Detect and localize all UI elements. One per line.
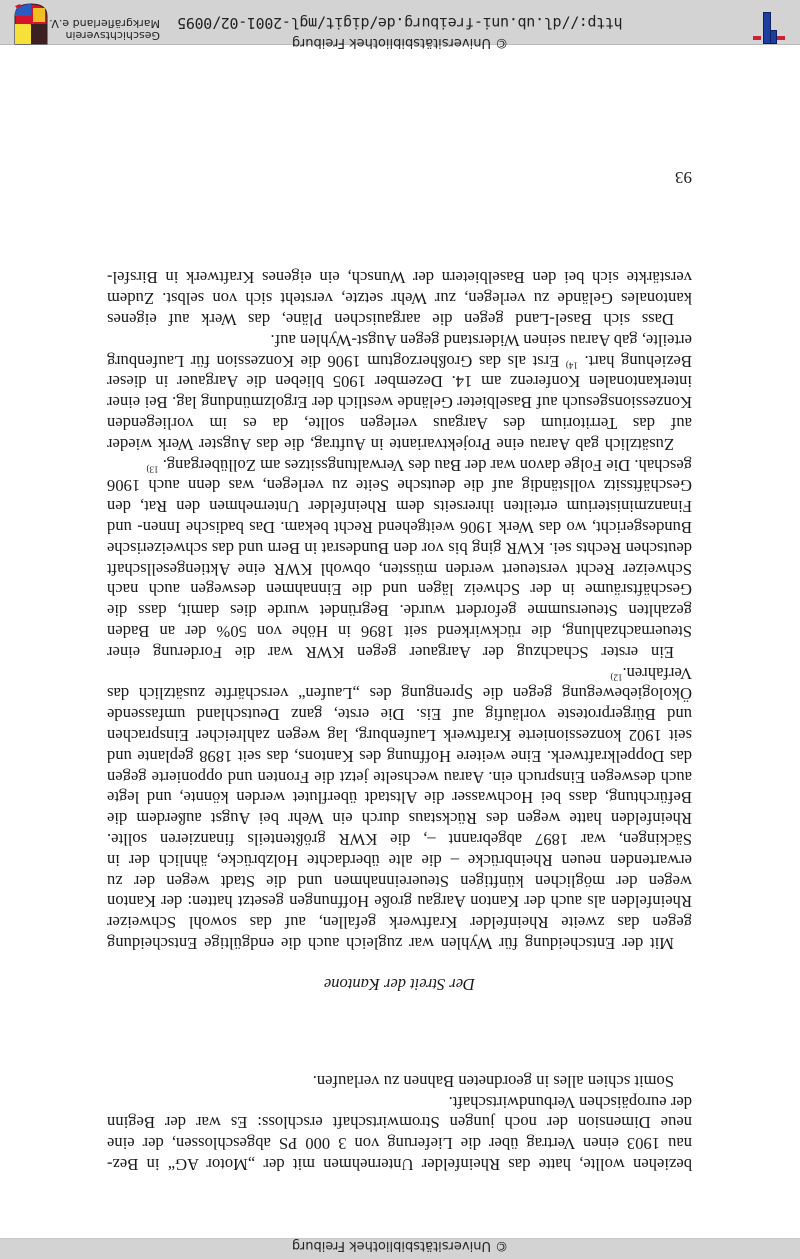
- section-heading: Der Streit der Kantone: [323, 975, 476, 994]
- paragraph-4: [107, 267, 692, 329]
- paragraph-text: Erst als das Großherzogtum 1906 die Konzession für Laufenburg erteilte, gab Aarau seinen Widerstand gegen Augst-Wyhlen auf.: [106, 330, 692, 371]
- intro-line: nau 1903 einen Vertrag über die Lieferung von 3 000 PS abgeschlossen, der eine: [107, 1134, 692, 1154]
- society-line: Markgräflerland e.V.: [49, 17, 160, 30]
- paragraph-1: [107, 662, 692, 953]
- paragraph-3: [107, 329, 692, 454]
- footnote-ref: 13): [146, 464, 159, 475]
- paragraph-text: Dass sich Basel-Land gegen die aargauischen Pläne, das Werk auf eigenes kantonales Gelände zu verlegen, zur Wehr setzte, versteht sich von selbst. Zudem verstärkte sich bei den Baselbietern der Wunsch, ein eigenes Kraftwerk in Birsfel-: [107, 268, 692, 330]
- footnote-ref: 12): [610, 672, 623, 683]
- society-line: Geschichtsverein: [65, 29, 160, 42]
- permalink-url[interactable]: http://dl.ub.uni-freiburg.de/digit/mgl-2001-02/0095: [177, 14, 623, 32]
- somit-paragraph: Somit schien alles in geordneten Bahnen zu verlaufen.: [312, 1071, 674, 1091]
- coat-of-arms-icon: [4, 4, 48, 44]
- footnote-ref: 14): [565, 360, 578, 371]
- footer-banner: [0, 0, 800, 50]
- society-name: [49, 17, 160, 42]
- paragraph-text: Ein erster Schachzug der Aargauer gegen KWR war die Forderung einer Steuernachzahlung, die rückwirkend seit 1896 in Höhe von 50% der an Baden gezahlten Steuersumme gefordert wurde. Begründet wurde dies damit, dass die Geschäftsräume in der Schweiz lägen und die Einnahmen deswegen auch nach Schweizer Recht versteuert werden müssten, obwohl KWR eine Aktiengesellschaft deutschen Rechts sei. KWR ging bis vor den Bundesrat in Bern und das schweizerische Bundesgericht, wo das Werk 1906 weitgehend Recht bekam. Das badische Innen- und Finanzministerium erteilten ihrerseits dem Rheinfelder Unternehmen den Rat, den Geschäftssitz vollständig auf die deutsche Seite zu verlegen, was denn auch 1906 geschah. Die Folge davon war der Bau des Verwaltungssitzes am Zollübergang.: [107, 455, 692, 662]
- paragraph-text: Zusätzlich gab Aarau eine Projektvariante in Auftrag, die das Augster Werk wieder auf das Territorium des Aargaus verlegen sollte, da es im vorliegenden Konzessionsgesuch auf Baselbieter Gelände westlich der Ergolzmündung lag. Bei einer interkantonalen Konferenz am 14. Dezember 1905 blieben die Aargauer in dieser Beziehung hart.: [107, 351, 692, 454]
- intro-line: neue Dimension der noch jungen Stromwirtschaft erschloss: Es war der Beginn: [107, 1113, 692, 1133]
- intro-paragraph: [107, 1070, 692, 1174]
- intro-line: beziehen wollte, hatte das Rheinfelder Unternehmen mit der „Motor AG“ in Bez-: [107, 1155, 692, 1174]
- body-text: [107, 267, 692, 953]
- copyright-text: © Universitätsbibliothek Freiburg: [291, 35, 509, 50]
- intro-line: der europäischen Verbundwirtschaft.: [448, 1092, 692, 1112]
- paragraph-2: [107, 454, 692, 662]
- page-number: 93: [675, 168, 692, 187]
- paragraph-text: Mit der Entscheidung für Wyhlen war zugleich auch die endgültige Entscheidung gegen das zweite Rheinfelder Kraftwerk gefallen, auf das sowohl Schweizer Rheinfelden als auch der Kanton Aargau große Hoffnungen gesetzt hatten: der Kanton wegen der möglichen künftigen Steuereinnahmen und die Stadt wegen der zu erwartenden neuen Rheinbrücke – die alte überdachte Holzbrücke, ähnlich der in Säckingen, war 1897 abgebrannt –, die KWR größtenteils finanzieren sollte. Rheinfelden hatte wegen des Rückstaus durch ein Wehr bei Augst außerdem die Befürchtung, dass bei Hochwasser die Altstadt überflutet werden könnte, und legte auch deswegen Einspruch ein. Aarau wechselte jetzt die Fronten und opponierte gegen das Doppelkraftwerk. Eine weitere Hoffnung des Kantons, das seit 1898 geplante und seit 1902 konzessionierte Kraftwerk Laufenburg, lag wegen zahlreicher Einsprachen und Bürgerproteste vorläufig auf Eis. Die erste, ganz Deutschland umfassende Ökologiebewegung gegen die Sprengung des „Laufen“ verschärfte zusätzlich das Verfahren.: [107, 663, 692, 953]
- copyright-text: © Universitätsbibliothek Freiburg: [291, 1238, 509, 1253]
